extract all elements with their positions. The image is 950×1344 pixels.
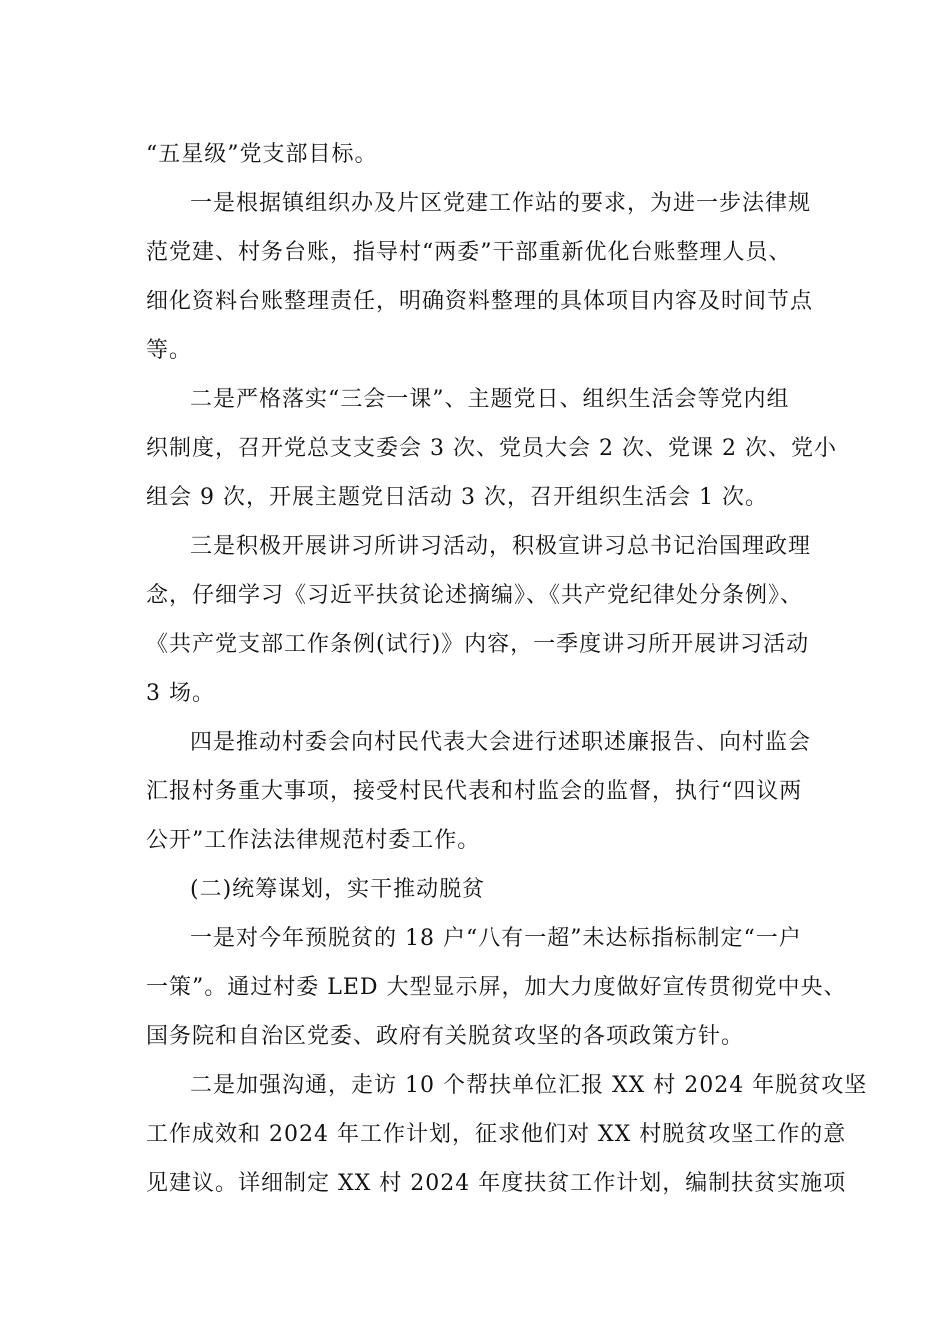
text-line: 二是加强沟通，走访 10 个帮扶单位汇报 XX 村 2024 年脱贫攻坚: [190, 1073, 868, 1098]
text-line: 一策”。通过村委 LED 大型显示屏，加大力度做好宣传贯彻党中央、: [146, 975, 847, 1000]
text-line: 3 场。: [146, 681, 215, 706]
text-line: 织制度，召开党总支支委会 3 次、党员大会 2 次、党课 2 次、党小: [146, 436, 837, 461]
text-line: 见建议。详细制定 XX 村 2024 年度扶贫工作计划，编制扶贫实施项: [146, 1171, 847, 1196]
text-line: 组会 9 次，开展主题党日活动 3 次，召开组织生活会 1 次。: [146, 485, 768, 510]
text-line: 四是推动村委会向村民代表大会进行述职述廉报告、向村监会: [190, 730, 812, 755]
text-line: 范党建、村务台账，指导村“两委”干部重新优化台账整理人员、: [146, 240, 792, 265]
text-line: 国务院和自治区党委、政府有关脱贫攻坚的各项政策方针。: [146, 1024, 745, 1049]
text-line: 工作成效和 2024 年工作计划，征求他们对 XX 村脱贫攻坚工作的意: [146, 1122, 847, 1147]
text-line: “五星级”党支部目标。: [146, 142, 378, 167]
text-line: 二是严格落实“三会一课”、主题党日、组织生活会等党内组: [190, 387, 790, 412]
text-line: 等。: [146, 338, 193, 363]
text-line: 一是根据镇组织办及片区党建工作站的要求，为进一步法律规: [190, 191, 812, 216]
text-line: 念，仔细学习《习近平扶贫论述摘编》、《共产党纪律处分条例》、: [146, 583, 804, 608]
text-line: 汇报村务重大事项，接受村民代表和村监会的监督，执行“四议两: [146, 779, 803, 804]
section-heading: (二)统筹谋划，实干推动脱贫: [190, 877, 486, 902]
text-line: 一是对今年预脱贫的 18 户“八有一超”未达标指标制定“一户: [190, 926, 802, 951]
text-line: 三是积极开展讲习所讲习活动，积极宣讲习总书记治国理政理: [190, 534, 812, 559]
text-line: 公开”工作法法律规范村委工作。: [146, 828, 481, 853]
text-line: 《共产党支部工作条例(试行)》内容，一季度讲习所开展讲习活动: [146, 632, 810, 657]
text-line: 细化资料台账整理责任，明确资料整理的具体项目内容及时间节点: [146, 289, 814, 314]
document-body: [146, 130, 868, 1208]
